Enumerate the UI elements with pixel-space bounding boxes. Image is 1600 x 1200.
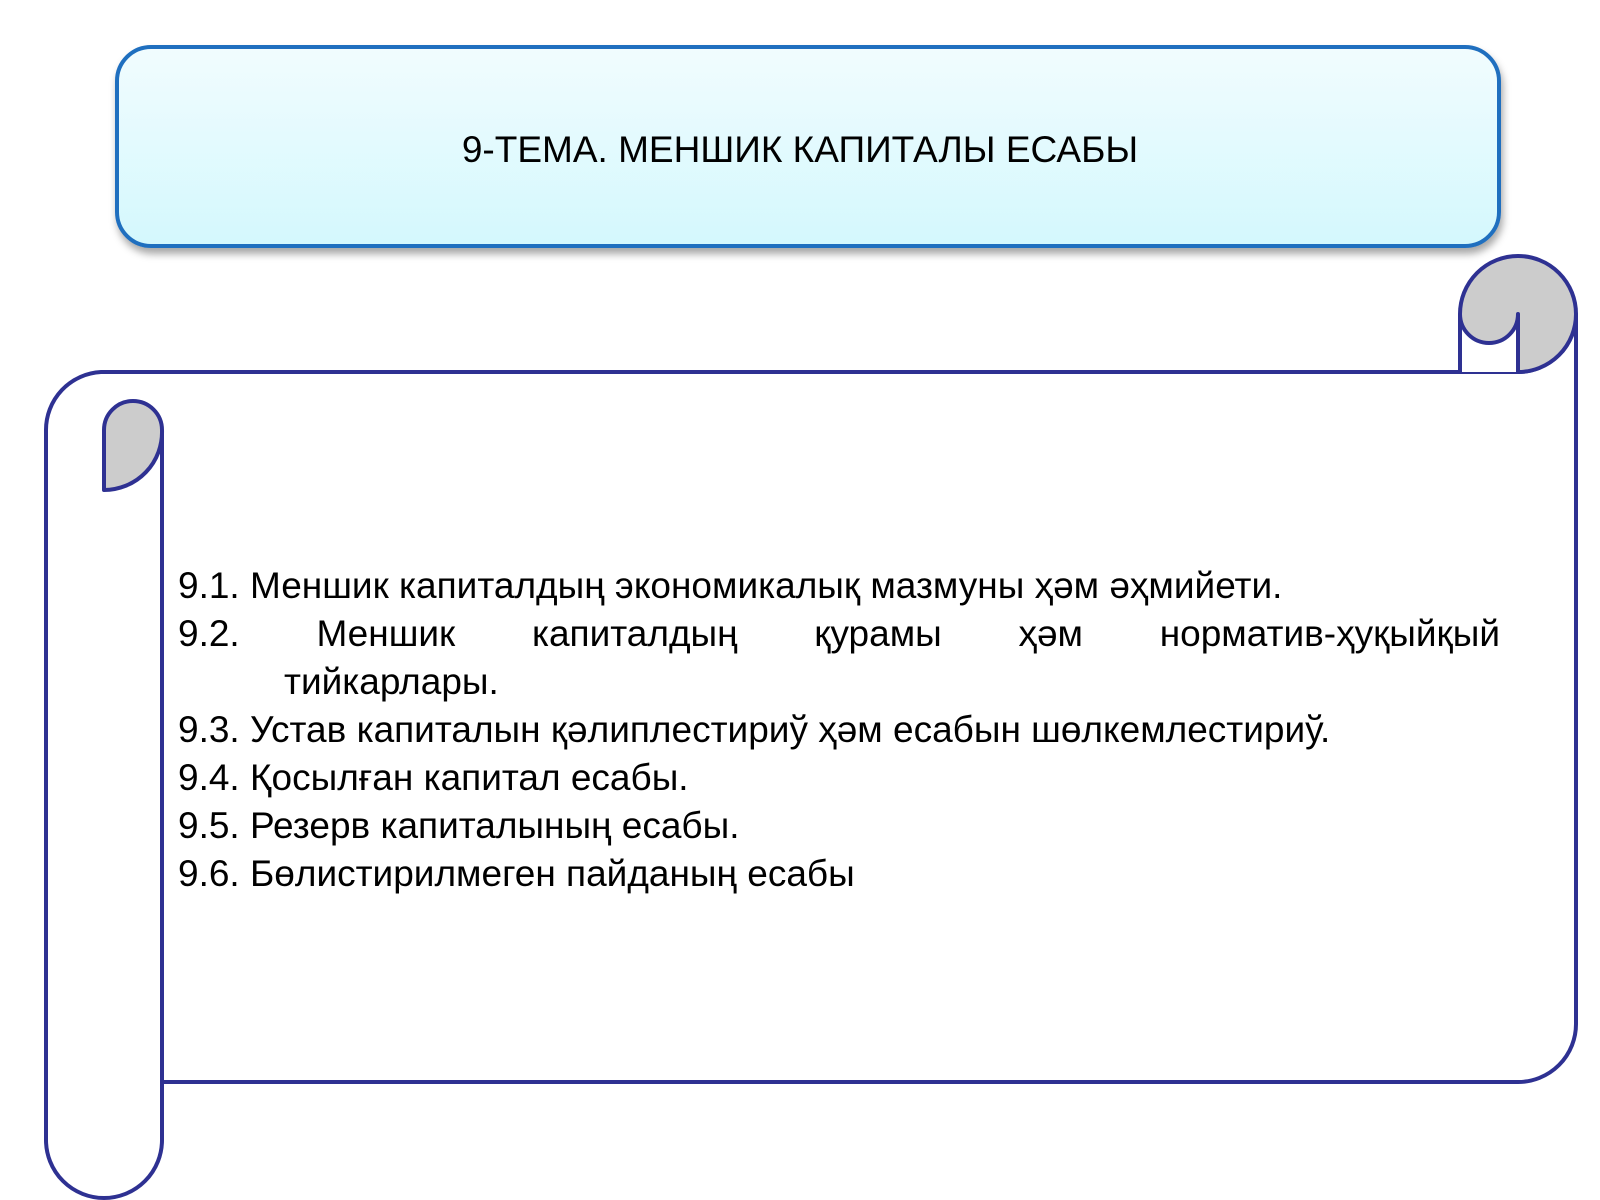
slide-title: 9-ТЕМА. МЕНШИК КАПИТАЛЫ ЕСАБЫ [461, 129, 1139, 170]
list-item: 9.4. Қосылған капитал есабы. [178, 757, 689, 798]
list-item: 9.5. Резерв капиталының есабы. [178, 805, 740, 846]
list-item: 9.1. Меншик капиталдың экономикалық мазмуны ҳәм әҳмийети. [178, 565, 1283, 606]
list-item: 9.3. Устав капиталын қәлиплестириў ҳәм есабын шөлкемлестириў. [178, 709, 1331, 750]
topic-list [178, 562, 1500, 898]
list-item: 9.6. Бөлистирилмеген пайданың есабы [178, 853, 855, 894]
list-item: тийкарлары. [284, 661, 499, 702]
list-item: 9.2. Меншик капиталдың қурамы ҳәм норматив-ҳуқыйқый [178, 613, 1500, 654]
